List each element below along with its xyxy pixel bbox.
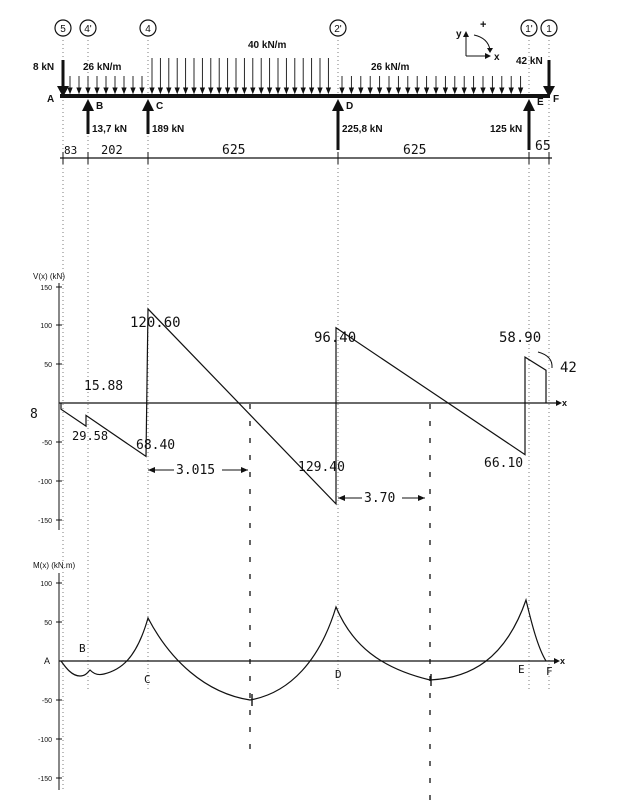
udl-arrowhead xyxy=(259,88,263,93)
moment-point-label-E: E xyxy=(518,663,525,676)
udl-arrowhead xyxy=(140,88,144,93)
udl-arrowhead xyxy=(443,88,447,93)
udl-arrowhead xyxy=(234,88,238,93)
sign-convention-symbol xyxy=(456,19,500,63)
shear-tick-100: 100 xyxy=(40,323,52,330)
udl-label-3: 26 kN/m xyxy=(371,62,410,73)
udl-arrowhead xyxy=(387,88,391,93)
shear-diagram xyxy=(30,272,577,530)
beam-diagram xyxy=(33,19,559,150)
svg-text:3.70: 3.70 xyxy=(364,491,396,506)
svg-text:4': 4' xyxy=(84,24,92,35)
span-label-CD: 625 xyxy=(222,143,246,158)
udl-arrowhead xyxy=(293,88,297,93)
udl-arrowhead xyxy=(453,88,457,93)
section-marker-4-prime xyxy=(80,20,96,36)
moment-tick-neg100: -100 xyxy=(37,737,52,744)
svg-text:+: + xyxy=(480,19,487,31)
point-load-F xyxy=(543,60,555,97)
udl-arrowhead xyxy=(326,88,330,93)
shear-value-129-40: 129.40 xyxy=(298,460,345,475)
udl-arrowhead xyxy=(284,88,288,93)
reaction-label-B: 13,7 kN xyxy=(92,124,128,135)
span-label-AB: 83 xyxy=(64,144,78,157)
moment-tick-neg150: -150 xyxy=(37,776,52,783)
svg-text:1: 1 xyxy=(546,24,552,35)
point-label-A: A xyxy=(47,94,55,105)
udl-arrowhead xyxy=(500,88,504,93)
section-marker-1-prime xyxy=(521,20,537,36)
udl-arrowhead xyxy=(192,88,196,93)
udl-arrowhead xyxy=(217,88,221,93)
udl-arrowhead xyxy=(268,88,272,93)
point-load-A xyxy=(57,60,69,97)
udl-arrowhead xyxy=(184,88,188,93)
udl-arrowhead xyxy=(158,88,162,93)
span-label-EF: 65 xyxy=(535,139,551,154)
shear-value-66-10: 66.10 xyxy=(484,456,524,471)
point-label-C: C xyxy=(156,101,164,112)
shear-tick-50: 50 xyxy=(44,362,52,369)
udl-arrowhead xyxy=(462,88,466,93)
section-marker-5 xyxy=(55,20,71,36)
moment-tick-50: 50 xyxy=(44,620,52,627)
udl-arrowhead xyxy=(68,88,72,93)
udl-arrowhead xyxy=(242,88,246,93)
section-lines xyxy=(63,36,549,790)
udl-arrowhead xyxy=(472,88,476,93)
svg-text:4: 4 xyxy=(145,24,151,35)
moment-tick-neg50: -50 xyxy=(41,698,52,705)
shear-tick-neg100: -100 xyxy=(37,479,52,486)
svg-text:y: y xyxy=(456,29,462,40)
udl-arrowhead xyxy=(425,88,429,93)
udl-arrowhead xyxy=(131,88,135,93)
udl-arrowhead xyxy=(318,88,322,93)
udl-arrowhead xyxy=(104,88,108,93)
shear-tick-neg50: -50 xyxy=(41,440,52,447)
distributed-load-arrows xyxy=(68,58,523,93)
udl-arrowhead xyxy=(209,88,213,93)
udl-arrowhead xyxy=(519,88,523,93)
svg-text:1': 1' xyxy=(525,24,533,35)
udl-arrowhead xyxy=(349,88,353,93)
svg-text:2': 2' xyxy=(334,24,342,35)
udl-arrowhead xyxy=(396,88,400,93)
shear-tick-150: 150 xyxy=(40,285,52,292)
moment-curve xyxy=(61,600,546,700)
udl-arrowhead xyxy=(406,88,410,93)
dimension-line xyxy=(60,139,552,164)
udl-arrowhead xyxy=(113,88,117,93)
udl-arrowhead xyxy=(251,88,255,93)
udl-arrowhead xyxy=(200,88,204,93)
shear-tick-neg150: -150 xyxy=(37,518,52,525)
section-marker-4 xyxy=(140,20,156,36)
section-marker-1 xyxy=(541,20,557,36)
udl-arrowhead xyxy=(509,88,513,93)
svg-text:3.015: 3.015 xyxy=(176,463,216,478)
udl-arrowhead xyxy=(481,88,485,93)
shear-value-8: 8 xyxy=(30,407,38,422)
zero-distance-CD xyxy=(148,461,248,478)
span-label-DE: 625 xyxy=(403,143,427,158)
shear-value-58-90: 58.90 xyxy=(499,330,542,346)
udl-arrowhead xyxy=(434,88,438,93)
section-marker-2-prime xyxy=(330,20,346,36)
shear-value-29-58: 29.58 xyxy=(72,429,109,443)
svg-text:5: 5 xyxy=(60,24,66,35)
reaction-label-E: 125 kN xyxy=(490,124,523,135)
moment-point-label-C: C xyxy=(144,673,151,686)
udl-arrowhead xyxy=(86,88,90,93)
moment-axis-title: M(x) (kN.m) xyxy=(33,561,76,570)
udl-arrowhead xyxy=(276,88,280,93)
udl-arrowhead xyxy=(167,88,171,93)
moment-point-label-B: B xyxy=(79,642,86,655)
udl-arrowhead xyxy=(226,88,230,93)
udl-arrowhead xyxy=(150,88,154,93)
load-label-8kN: 8 kN xyxy=(33,62,55,73)
point-label-D: D xyxy=(346,101,354,112)
shear-value-42: 42 xyxy=(560,360,577,376)
reaction-label-D: 225,8 kN xyxy=(342,124,383,135)
udl-arrowhead xyxy=(378,88,382,93)
moment-x-label: x xyxy=(560,656,566,666)
udl-arrowhead xyxy=(175,88,179,93)
udl-arrowhead xyxy=(77,88,81,93)
udl-arrowhead xyxy=(490,88,494,93)
shear-x-label: x xyxy=(562,398,568,408)
zero-distance-DE xyxy=(338,489,425,506)
shear-value-15-88: 15.88 xyxy=(84,379,124,394)
udl-label-2: 40 kN/m xyxy=(248,40,287,51)
point-label-E: E xyxy=(537,97,544,108)
shear-value-96-40: 96.40 xyxy=(314,330,357,346)
udl-arrowhead xyxy=(368,88,372,93)
shear-value-120-60: 120.60 xyxy=(130,315,181,331)
shear-axis-title: V(x) (kN) xyxy=(33,272,65,281)
reaction-E xyxy=(523,99,535,150)
udl-arrowhead xyxy=(415,88,419,93)
shear-42-bracket xyxy=(538,352,552,368)
beam xyxy=(60,94,550,98)
point-label-B: B xyxy=(96,101,104,112)
svg-text:x: x xyxy=(494,52,500,63)
point-label-F: F xyxy=(553,94,560,105)
udl-arrowhead xyxy=(301,88,305,93)
udl-arrowhead xyxy=(122,88,126,93)
udl-arrowhead xyxy=(340,88,344,93)
load-label-42kN: 42 kN xyxy=(516,56,543,67)
reaction-label-C: 189 kN xyxy=(152,124,185,135)
udl-arrowhead xyxy=(95,88,99,93)
moment-point-label-D: D xyxy=(335,668,342,681)
shear-value-68-40: 68.40 xyxy=(136,438,176,453)
moment-point-label-A: A xyxy=(44,656,51,666)
span-label-BC: 202 xyxy=(101,143,123,157)
moment-tick-100: 100 xyxy=(40,581,52,588)
moment-diagram xyxy=(33,561,565,790)
moment-point-label-F: F xyxy=(546,665,553,678)
udl-arrowhead xyxy=(359,88,363,93)
udl-arrowhead xyxy=(310,88,314,93)
udl-label-1: 26 kN/m xyxy=(83,62,122,73)
